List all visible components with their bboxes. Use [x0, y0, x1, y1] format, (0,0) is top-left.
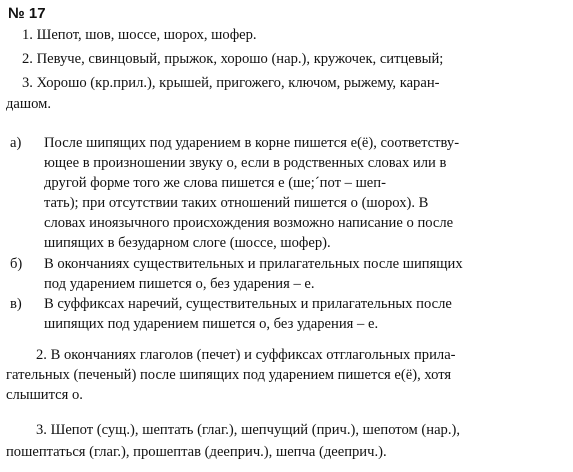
answer-line-3-cont: дашом.: [6, 96, 52, 112]
section-3-line: 3. Шепот (сущ.), шептать (глаг.), шепчущий (прич.), шепотом (нар.),: [36, 422, 460, 438]
answer-line-1: 1. Шепот, шов, шоссе, шорох, шофер.: [22, 27, 257, 43]
rule-a-line: После шипящих под ударением в корне пишется е(ё), соответству-: [44, 135, 460, 151]
rule-v-marker: в): [10, 296, 22, 312]
rule-v-line: шипящих под ударением пишется о, без ударения – е.: [44, 316, 379, 332]
rule-a-line: другой форме того же слова пишется е (ше;´пот – шеп-: [44, 175, 386, 191]
rule-b-line: В окончаниях существительных и прилагательных после шипящих: [44, 256, 463, 272]
rule-b-marker: б): [10, 256, 23, 272]
rule-a-marker: а): [10, 135, 22, 151]
answer-line-3: 3. Хорошо (кр.прил.), крышей, пригожего, ключом, рыжему, каран-: [22, 75, 440, 91]
rule-a-line: словах иноязычного происхождения возможно написание о после: [44, 215, 454, 231]
section-2-line: слышится о.: [6, 387, 83, 403]
rule-a-line: тать); при отсутствии таких отношений пишется о (шорох). В: [44, 195, 429, 211]
answer-line-2: 2. Певуче, свинцовый, прыжок, хорошо (нар.), кружочек, ситцевый;: [22, 51, 444, 67]
section-2-line: 2. В окончаниях глаголов (печет) и суффиксах отглагольных прила-: [36, 347, 456, 363]
section-2-line: гательных (печеный) после шипящих под ударением пишется е(ё), хотя: [6, 367, 452, 383]
section-3-line: пошептаться (глаг.), прошептав (дееприч.), шепча (дееприч.).: [6, 444, 387, 460]
rule-v-line: В суффиксах наречий, существительных и прилагательных после: [44, 296, 452, 312]
rule-b-line: под ударением пишется о, без ударения – е.: [44, 276, 315, 292]
rule-a-line: шипящих в безударном слоге (шоссе, шофер).: [44, 235, 331, 251]
rule-a-line: ющее в произношении звуку о, если в родственных словах или в: [44, 155, 447, 171]
exercise-number: № 17: [8, 5, 46, 22]
